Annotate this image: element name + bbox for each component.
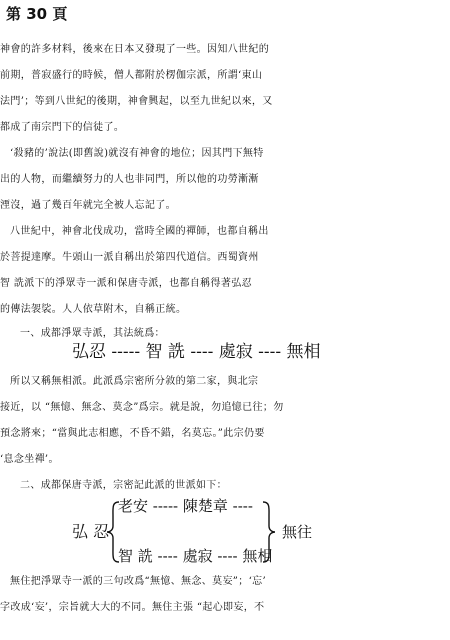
paragraph-3-line-2: 於菩提達摩。牛頭山一派自稱出於第四代道信。西蜀資州	[0, 252, 259, 263]
paragraph-2-line-1: ‘殺豬的’說法(即舊說)就沒有神會的地位；因其門下無特	[10, 148, 264, 159]
paragraph-5-line-2: 字改成‘妄’，宗旨就大大的不同。無住主張 “起心即妄，不	[0, 602, 265, 613]
paragraph-1-line-4: 都成了南宗門下的信徒了。	[0, 122, 125, 133]
page-number-label: 第 30 頁	[6, 5, 68, 23]
diagram-target-wuzhu: 無往	[282, 523, 313, 541]
diagram-root-hongren: 弘 忍	[72, 522, 110, 541]
paragraph-3-line-3: 智 詵派下的淨眾寺一派和保唐寺派，也都自稱得著弘忍	[0, 278, 252, 289]
paragraph-2-line-2: 出的人物，而繼續努力的人也非同門，所以他的功勞漸漸	[0, 174, 259, 185]
paragraph-1-line-1: 神會的許多材料，後來在日本又發現了一些。因知八世紀的	[0, 44, 270, 55]
right-brace	[262, 500, 276, 564]
paragraph-3-line-1: 八世紀中，神會北伐成功，當時全國的禪師，也都自稱出	[10, 226, 269, 237]
section-2-heading: 二、成都保唐寺派，宗密記此派的世派如下：	[20, 480, 227, 491]
paragraph-4-line-3: 預念將來；“當與此志相應，不昏不錯，名莫忘。”此宗仍要	[0, 428, 265, 439]
section-1-heading: 一、成都淨眾寺派，其法統爲：	[20, 328, 165, 339]
paragraph-4-line-4: ‘息念坐禪’。	[0, 454, 59, 465]
paragraph-2-line-3: 湮沒，過了幾百年就完全被人忘記了。	[0, 200, 176, 211]
paragraph-1-line-3: 法門’；等到八世紀的後期，神會興起，以至九世紀以來，又	[0, 96, 273, 107]
paragraph-4-line-1: 所以又稱無相派。此派爲宗密所分敘的第二家，與北宗	[10, 376, 259, 387]
paragraph-1-line-2: 前期，普寂盛行的時候，僧人都附於楞伽宗派，所謂‘東山	[0, 70, 263, 81]
diagram-top-branch: 老安 ----- 陳楚章 ----	[118, 497, 253, 515]
diagram-bottom-branch: 智 詵 ---- 處寂 ---- 無相	[118, 547, 273, 565]
paragraph-5-line-1: 無住把淨眾寺一派的三句改爲“無憶、無念、莫妄”；‘忘’	[10, 576, 267, 587]
lineage-chain-jingzhong: 弘忍 ----- 智 詵 ---- 處寂 ---- 無相	[72, 342, 321, 362]
paragraph-4-line-2: 接近，以 “無憶、無念、莫念”爲宗。就是說，勿追憶已往；勿	[0, 402, 284, 413]
paragraph-3-line-4: 的傳法袈裟。人人依草附木，自稱正統。	[0, 304, 187, 315]
